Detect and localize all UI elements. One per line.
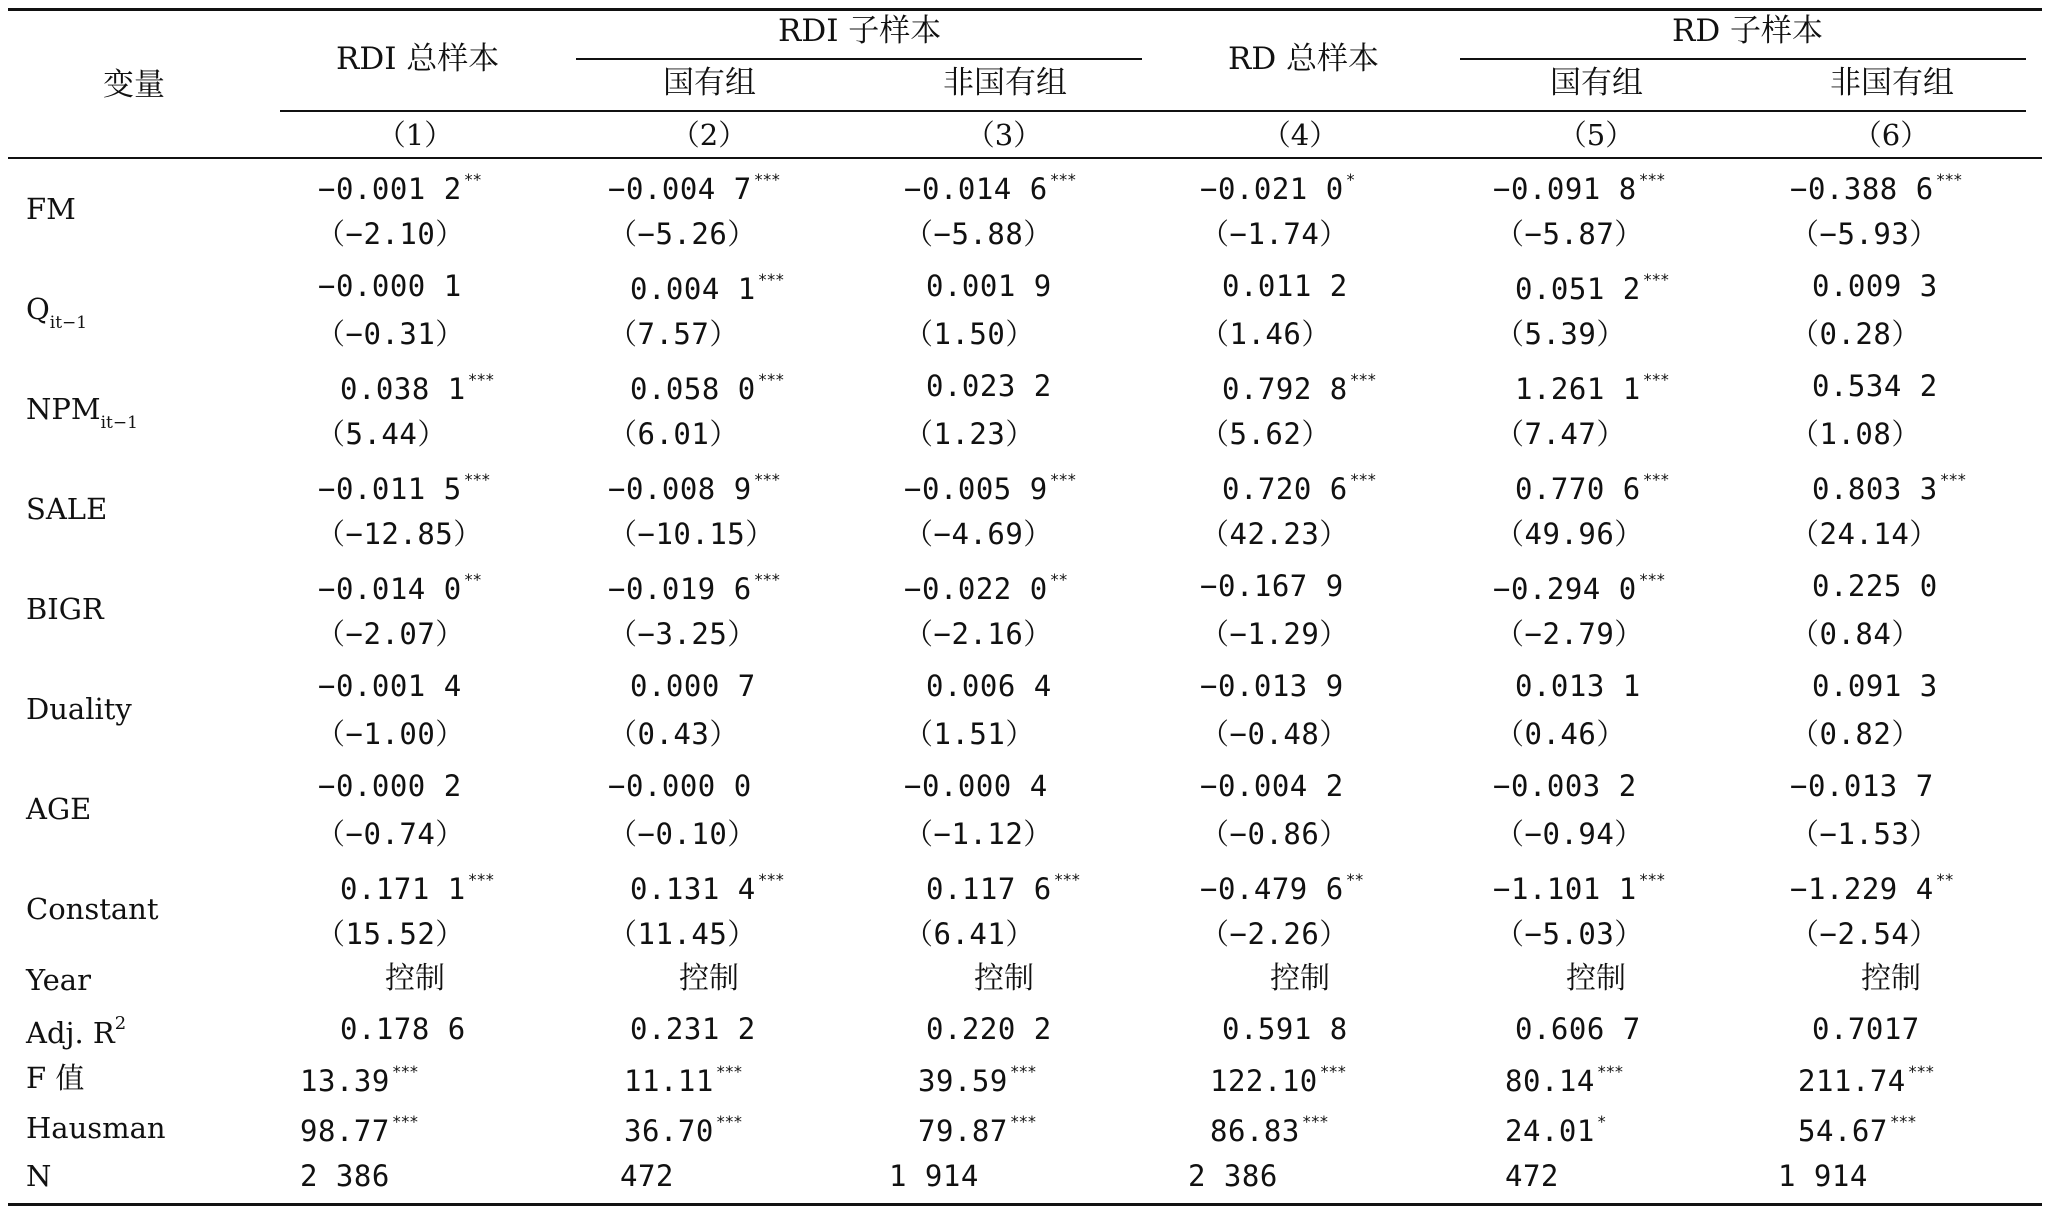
- t-statistic: （−2.54）: [1790, 917, 1939, 951]
- t-statistic: （−5.03）: [1495, 917, 1644, 951]
- significance-stars: ***: [715, 1062, 742, 1081]
- significance-stars: ***: [757, 870, 784, 889]
- coefficient-value: 0.171 1: [340, 872, 466, 906]
- significance-stars: ***: [757, 270, 784, 289]
- f-stat-number: 11.11: [624, 1064, 714, 1098]
- column-number: （3）: [965, 118, 1043, 152]
- coefficient-value: 0.051 2: [1515, 272, 1641, 306]
- coefficient-value: −0.014 6: [904, 172, 1048, 206]
- coefficient: [1493, 872, 1665, 904]
- coefficient: [1200, 569, 1344, 603]
- significance-stars: ***: [753, 570, 780, 589]
- significance-stars: ***: [1935, 170, 1962, 189]
- t-statistic: （5.39）: [1495, 317, 1626, 351]
- t-statistic: （−0.86）: [1200, 817, 1349, 851]
- coefficient-value: 0.131 4: [630, 872, 756, 906]
- coefficient: [1790, 872, 1953, 904]
- coefficient-value: −0.294 0: [1493, 572, 1637, 606]
- coefficient: [926, 269, 1052, 303]
- coefficient-value: −0.021 0: [1200, 172, 1344, 206]
- f-stat-value: [918, 1064, 1036, 1096]
- coefficient-value: −0.013 9: [1200, 669, 1344, 703]
- significance-stars: ***: [1642, 470, 1669, 489]
- f-stat-number: 80.14: [1505, 1064, 1595, 1098]
- coefficient: [318, 269, 462, 303]
- t-statistic: （1.08）: [1790, 417, 1921, 451]
- t-statistic: （5.44）: [316, 417, 447, 451]
- coefficient-value: 0.004 1: [630, 272, 756, 306]
- variable-name: Constant: [26, 892, 159, 926]
- hausman-number: 54.67: [1798, 1114, 1888, 1148]
- adj-r2-value: 0.591 8: [1222, 1012, 1348, 1046]
- coefficient: [1493, 572, 1665, 604]
- bottom-rule: [8, 1203, 2042, 1206]
- coefficient: [926, 669, 1052, 703]
- t-statistic: （−12.85）: [316, 517, 483, 551]
- t-statistic: （0.43）: [608, 717, 739, 751]
- hausman-label: Hausman: [26, 1111, 166, 1145]
- year-control: 控制: [974, 961, 1034, 996]
- coefficient: [1222, 472, 1376, 504]
- coefficient-value: 0.011 2: [1222, 269, 1348, 303]
- coefficient-value: 0.023 2: [926, 369, 1052, 403]
- n-value: 2 386: [1188, 1159, 1278, 1193]
- coefficient: [904, 769, 1048, 803]
- top-rule: [8, 8, 2042, 11]
- variable-label: [26, 692, 132, 726]
- coefficient: [318, 769, 462, 803]
- year-control: 控制: [679, 961, 739, 996]
- n-value: 2 386: [300, 1159, 390, 1193]
- t-statistic: （0.84）: [1790, 617, 1921, 651]
- variable-name: BIGR: [26, 592, 104, 626]
- t-statistic: （−2.26）: [1200, 917, 1349, 951]
- variable-name: AGE: [26, 792, 92, 826]
- hausman-value: [624, 1114, 742, 1146]
- variable-label: [26, 392, 138, 433]
- significance-stars: **: [463, 570, 481, 589]
- hausman-value: [918, 1114, 1036, 1146]
- t-statistic: （7.57）: [608, 317, 739, 351]
- significance-stars: ***: [463, 470, 490, 489]
- f-stat-number: 13.39: [300, 1064, 390, 1098]
- adj-r2-value: 0.606 7: [1515, 1012, 1641, 1046]
- coefficient: [1200, 872, 1363, 904]
- coefficient: [904, 572, 1067, 604]
- t-statistic: （15.52）: [316, 917, 465, 951]
- t-statistic: （−0.31）: [316, 317, 465, 351]
- column-number: （6）: [1852, 118, 1930, 152]
- coefficient: [1200, 769, 1344, 803]
- f-stat-value: [1798, 1064, 1934, 1096]
- t-statistic: （6.41）: [904, 917, 1035, 951]
- n-label: N: [26, 1159, 52, 1193]
- t-statistic: （49.96）: [1495, 517, 1644, 551]
- hausman-value: [1210, 1114, 1328, 1146]
- coefficient: [630, 669, 756, 703]
- coefficient: [1515, 472, 1669, 504]
- coefficient: [630, 372, 784, 404]
- f-stat-value: [1210, 1064, 1346, 1096]
- f-stat-label: F 值: [26, 1061, 85, 1095]
- variable-label: [26, 592, 104, 626]
- coefficient-value: −0.091 8: [1493, 172, 1637, 206]
- t-statistic: （1.50）: [904, 317, 1035, 351]
- column-number: （2）: [670, 118, 748, 152]
- n-value: 1 914: [1778, 1159, 1868, 1193]
- year-control: 控制: [1566, 961, 1626, 996]
- t-statistic: （−2.07）: [316, 617, 465, 651]
- coefficient-value: −0.013 7: [1790, 769, 1934, 803]
- coefficient: [630, 272, 784, 304]
- t-statistic: （−1.29）: [1200, 617, 1349, 651]
- coefficient: [904, 172, 1076, 204]
- significance-stars: ***: [1907, 1062, 1934, 1081]
- significance-stars: ***: [467, 370, 494, 389]
- adj-r2-text: Adj. R: [26, 1016, 115, 1050]
- rd-sub-header: RD 子样本: [1672, 13, 1824, 49]
- significance-stars: ***: [1642, 370, 1669, 389]
- t-statistic: （1.46）: [1200, 317, 1331, 351]
- significance-stars: ***: [753, 170, 780, 189]
- significance-stars: ***: [391, 1062, 418, 1081]
- significance-stars: ***: [1349, 370, 1376, 389]
- coefficient: [1222, 269, 1348, 303]
- coefficient-value: −0.000 2: [318, 769, 462, 803]
- column-number: （4）: [1261, 118, 1339, 152]
- coefficient-value: −0.167 9: [1200, 569, 1344, 603]
- t-statistic: （−5.88）: [904, 217, 1053, 251]
- coefficient-value: 0.038 1: [340, 372, 466, 406]
- significance-stars: ***: [1053, 870, 1080, 889]
- significance-stars: ***: [1009, 1112, 1036, 1131]
- significance-stars: ***: [1301, 1112, 1328, 1131]
- coefficient: [340, 872, 494, 904]
- colnum-rule: [280, 110, 2026, 112]
- coefficient-value: 0.770 6: [1515, 472, 1641, 506]
- coefficient-value: 0.009 3: [1812, 269, 1938, 303]
- t-statistic: （−0.10）: [608, 817, 757, 851]
- t-statistic: （0.28）: [1790, 317, 1921, 351]
- rd-total-header: RD 总样本: [1228, 41, 1380, 77]
- coefficient-value: −0.004 7: [608, 172, 752, 206]
- coefficient-value: −0.001 4: [318, 669, 462, 703]
- coefficient-value: −1.229 4: [1790, 872, 1934, 906]
- n-value: 472: [1505, 1159, 1559, 1193]
- coefficient: [1812, 472, 1966, 504]
- significance-stars: ***: [715, 1112, 742, 1131]
- significance-stars: ***: [1638, 870, 1665, 889]
- rdi-total-header: RDI 总样本: [336, 41, 500, 77]
- coefficient: [904, 472, 1076, 504]
- coefficient: [608, 472, 780, 504]
- coefficient-value: 0.225 0: [1812, 569, 1938, 603]
- coefficient-value: −0.388 6: [1790, 172, 1934, 206]
- coefficient: [318, 172, 481, 204]
- coefficient-value: −0.004 2: [1200, 769, 1344, 803]
- significance-stars: ***: [467, 870, 494, 889]
- coefficient: [1222, 372, 1376, 404]
- coefficient: [1200, 669, 1344, 703]
- significance-stars: ***: [1889, 1112, 1916, 1131]
- t-statistic: （6.01）: [608, 417, 739, 451]
- rdi-sub-rule: [576, 58, 1142, 60]
- coefficient: [630, 872, 784, 904]
- significance-stars: ***: [1596, 1062, 1623, 1081]
- variable-header: 变量: [103, 67, 165, 103]
- t-statistic: （−1.53）: [1790, 817, 1939, 851]
- coefficient: [608, 572, 780, 604]
- hausman-number: 86.83: [1210, 1114, 1300, 1148]
- t-statistic: （−1.12）: [904, 817, 1053, 851]
- t-statistic: （−0.74）: [316, 817, 465, 851]
- coefficient-value: 0.720 6: [1222, 472, 1348, 506]
- coefficient-value: −0.019 6: [608, 572, 752, 606]
- coefficient-value: 0.117 6: [926, 872, 1052, 906]
- adj-r2-value: 0.178 6: [340, 1012, 466, 1046]
- t-statistic: （−5.93）: [1790, 217, 1939, 251]
- t-statistic: （−2.10）: [316, 217, 465, 251]
- f-stat-number: 211.74: [1798, 1064, 1906, 1098]
- hausman-value: [1505, 1114, 1605, 1146]
- year-label: Year: [26, 963, 91, 997]
- t-statistic: （−2.16）: [904, 617, 1053, 651]
- coefficient: [1515, 372, 1669, 404]
- coefficient: [318, 572, 481, 604]
- coefficient-value: 0.792 8: [1222, 372, 1348, 406]
- rd-soe-header: 国有组: [1550, 65, 1643, 101]
- year-control: 控制: [1861, 961, 1921, 996]
- f-stat-value: [300, 1064, 418, 1096]
- t-statistic: （−3.25）: [608, 617, 757, 651]
- coefficient-value: 0.803 3: [1812, 472, 1938, 506]
- column-number: （5）: [1557, 118, 1635, 152]
- coefficient-value: −0.000 4: [904, 769, 1048, 803]
- adj-r2-label: [26, 1015, 126, 1048]
- t-statistic: （−0.94）: [1495, 817, 1644, 851]
- coefficient: [1515, 669, 1641, 703]
- coefficient: [318, 669, 462, 703]
- coefficient-value: −0.014 0: [318, 572, 462, 606]
- rdi-nonsoe-header: 非国有组: [943, 65, 1067, 101]
- coefficient-value: 0.091 3: [1812, 669, 1938, 703]
- f-stat-value: [624, 1064, 742, 1096]
- variable-label: [26, 892, 159, 926]
- t-statistic: （5.62）: [1200, 417, 1331, 451]
- hausman-value: [300, 1114, 418, 1146]
- variable-name: SALE: [26, 492, 108, 526]
- significance-stars: **: [1935, 870, 1953, 889]
- n-value: 472: [620, 1159, 674, 1193]
- rd-sub-rule: [1460, 58, 2026, 60]
- coefficient: [926, 872, 1080, 904]
- t-statistic: （42.23）: [1200, 517, 1349, 551]
- t-statistic: （−0.48）: [1200, 717, 1349, 751]
- significance-stars: ***: [1349, 470, 1376, 489]
- coefficient: [926, 369, 1052, 403]
- t-statistic: （7.47）: [1495, 417, 1626, 451]
- hausman-number: 24.01: [1505, 1114, 1595, 1148]
- coefficient-value: −0.001 2: [318, 172, 462, 206]
- significance-stars: ***: [753, 470, 780, 489]
- column-number: （1）: [376, 118, 454, 152]
- t-statistic: （−2.79）: [1495, 617, 1644, 651]
- rd-nonsoe-header: 非国有组: [1830, 65, 1954, 101]
- significance-stars: ***: [1638, 170, 1665, 189]
- variable-name: Q: [26, 292, 50, 326]
- variable-name: NPM: [26, 392, 101, 426]
- t-statistic: （−5.26）: [608, 217, 757, 251]
- significance-stars: ***: [1049, 170, 1076, 189]
- coefficient: [1790, 172, 1962, 204]
- coefficient-value: −0.000 0: [608, 769, 752, 803]
- coefficient-value: −0.022 0: [904, 572, 1048, 606]
- hausman-number: 36.70: [624, 1114, 714, 1148]
- hausman-value: [1798, 1114, 1916, 1146]
- variable-subscript: it−1: [100, 413, 138, 433]
- t-statistic: （−4.69）: [904, 517, 1053, 551]
- significance-stars: *: [1345, 170, 1355, 189]
- variable-label: [26, 192, 76, 226]
- coefficient-value: −0.011 5: [318, 472, 462, 506]
- significance-stars: ***: [757, 370, 784, 389]
- coefficient-value: −0.005 9: [904, 472, 1048, 506]
- coefficient: [1812, 269, 1938, 303]
- coefficient-value: −0.008 9: [608, 472, 752, 506]
- significance-stars: ***: [1049, 470, 1076, 489]
- variable-name: FM: [26, 192, 76, 226]
- coefficient-value: −0.000 1: [318, 269, 462, 303]
- significance-stars: ***: [391, 1112, 418, 1131]
- coefficient: [1493, 769, 1637, 803]
- coefficient: [340, 372, 494, 404]
- t-statistic: （24.14）: [1790, 517, 1939, 551]
- coefficient-value: 0.058 0: [630, 372, 756, 406]
- variable-name: Duality: [26, 692, 132, 726]
- adj-r2-superscript: 2: [114, 1013, 127, 1034]
- f-stat-number: 122.10: [1210, 1064, 1318, 1098]
- significance-stars: *: [1596, 1112, 1606, 1131]
- t-statistic: （0.46）: [1495, 717, 1626, 751]
- significance-stars: ***: [1638, 570, 1665, 589]
- variable-subscript: it−1: [49, 313, 88, 333]
- significance-stars: ***: [1939, 470, 1966, 489]
- coefficient-value: 0.001 9: [926, 269, 1052, 303]
- f-stat-value: [1505, 1064, 1623, 1096]
- hausman-number: 79.87: [918, 1114, 1008, 1148]
- variable-label: [26, 492, 108, 526]
- variable-label: [26, 792, 92, 826]
- year-control: 控制: [1270, 961, 1330, 996]
- adj-r2-value: 0.220 2: [926, 1012, 1052, 1046]
- coefficient: [608, 172, 780, 204]
- coefficient: [1812, 569, 1938, 603]
- coefficient: [608, 769, 752, 803]
- coefficient: [1812, 369, 1938, 403]
- coefficient: [1790, 769, 1934, 803]
- t-statistic: （11.45）: [608, 917, 757, 951]
- t-statistic: （1.23）: [904, 417, 1035, 451]
- coefficient-value: −0.003 2: [1493, 769, 1637, 803]
- adj-r2-value: 0.7017: [1812, 1012, 1920, 1046]
- rdi-soe-header: 国有组: [663, 65, 756, 101]
- variable-label: [26, 292, 88, 333]
- significance-stars: ***: [1642, 270, 1669, 289]
- coefficient: [1515, 272, 1669, 304]
- coefficient-value: 0.534 2: [1812, 369, 1938, 403]
- t-statistic: （1.51）: [904, 717, 1035, 751]
- t-statistic: （0.82）: [1790, 717, 1921, 751]
- significance-stars: ***: [1319, 1062, 1346, 1081]
- coefficient: [1812, 669, 1938, 703]
- coefficient-value: 0.013 1: [1515, 669, 1641, 703]
- f-stat-number: 39.59: [918, 1064, 1008, 1098]
- t-statistic: （−5.87）: [1495, 217, 1644, 251]
- significance-stars: ***: [1009, 1062, 1036, 1081]
- coefficient: [1493, 172, 1665, 204]
- significance-stars: **: [1345, 870, 1363, 889]
- coefficient-value: 0.006 4: [926, 669, 1052, 703]
- rdi-sub-header: RDI 子样本: [778, 13, 942, 49]
- n-value: 1 914: [889, 1159, 979, 1193]
- coefficient-value: −1.101 1: [1493, 872, 1637, 906]
- adj-r2-value: 0.231 2: [630, 1012, 756, 1046]
- coefficient-value: −0.479 6: [1200, 872, 1344, 906]
- year-control: 控制: [385, 961, 445, 996]
- t-statistic: （−1.74）: [1200, 217, 1349, 251]
- significance-stars: **: [463, 170, 481, 189]
- t-statistic: （−10.15）: [608, 517, 775, 551]
- coefficient-value: 0.000 7: [630, 669, 756, 703]
- coefficient: [1200, 172, 1354, 204]
- coefficient: [318, 472, 490, 504]
- t-statistic: （−1.00）: [316, 717, 465, 751]
- hausman-number: 98.77: [300, 1114, 390, 1148]
- header-bottom-rule: [8, 157, 2042, 159]
- significance-stars: **: [1049, 570, 1067, 589]
- coefficient-value: 1.261 1: [1515, 372, 1641, 406]
